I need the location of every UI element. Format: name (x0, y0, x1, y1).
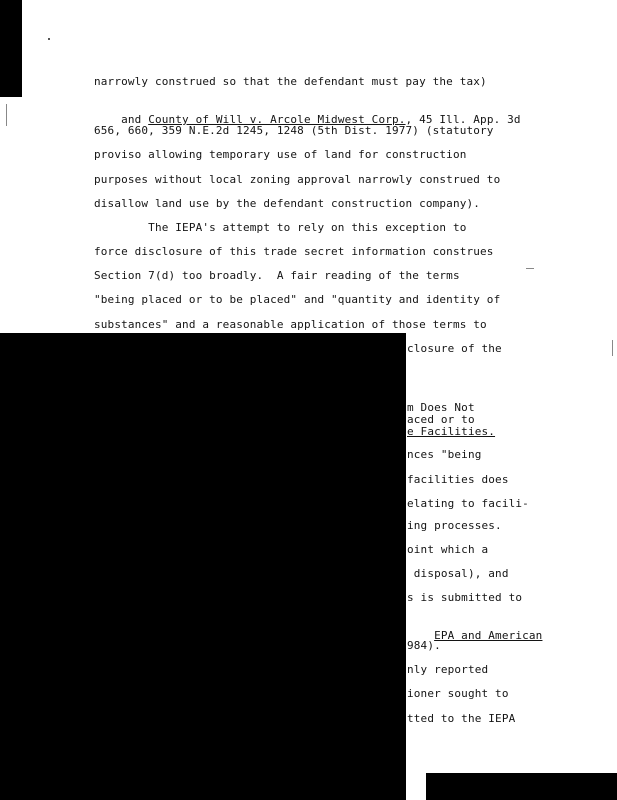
text-line-fragment: disposal), and (407, 567, 509, 580)
text-line-fragment: 984). (407, 639, 441, 652)
text-line: 656, 660, 359 N.E.2d 1245, 1248 (5th Dist. 1977) (statutory (94, 124, 494, 137)
text-line-fragment: nly reported (407, 663, 489, 676)
text-line-fragment: oint which a (407, 543, 489, 556)
heading-fragment: m Does Not (407, 401, 475, 414)
text-line: substances" and a reasonable application of those terms to (94, 318, 487, 331)
text-line-fragment: facilities does (407, 473, 509, 486)
text-line-fragment: tted to the IEPA (407, 712, 516, 725)
text-line: disallow land use by the defendant construction company). (94, 197, 481, 210)
text-line: narrowly construed so that the defendant must pay the tax) (94, 75, 487, 88)
text-line: force disclosure of this trade secret information construes (94, 245, 494, 258)
text-line-fragment: ing processes. (407, 519, 502, 532)
text-line: purposes without local zoning approval narrowly construed to (94, 173, 501, 186)
case-citation-underlined: EPA and American (434, 629, 543, 642)
text-line: proviso allowing temporary use of land for construction (94, 148, 467, 161)
scan-speck (48, 38, 50, 40)
text-line: "being placed or to be placed" and "quantity and identity of (94, 293, 501, 306)
redaction-block-footer (426, 773, 617, 800)
redaction-bar-left-margin (0, 0, 22, 97)
heading-fragment-underlined: e Facilities. (407, 425, 496, 438)
text-segment: , 45 Ill. App. 3d (405, 113, 521, 126)
scan-speck (612, 340, 613, 356)
case-citation-underlined: County of Will v. Arcole Midwest Corp. (148, 113, 406, 126)
text-line-fragment: nces "being (407, 448, 482, 461)
text-line-fragment: elating to facili- (407, 497, 529, 510)
scan-speck (526, 268, 534, 269)
text-line-fragment: ioner sought to (407, 687, 509, 700)
text-line-fragment: closure of the (407, 342, 502, 355)
text-line: The IEPA's attempt to rely on this exception to (94, 221, 467, 234)
heading-fragment: aced or to (407, 413, 475, 426)
redaction-block-main (0, 333, 406, 800)
text-line: Section 7(d) too broadly. A fair reading of the terms (94, 269, 460, 282)
text-segment: and (121, 113, 149, 126)
text-line-fragment: s is submitted to (407, 591, 523, 604)
scan-speck (6, 104, 7, 126)
